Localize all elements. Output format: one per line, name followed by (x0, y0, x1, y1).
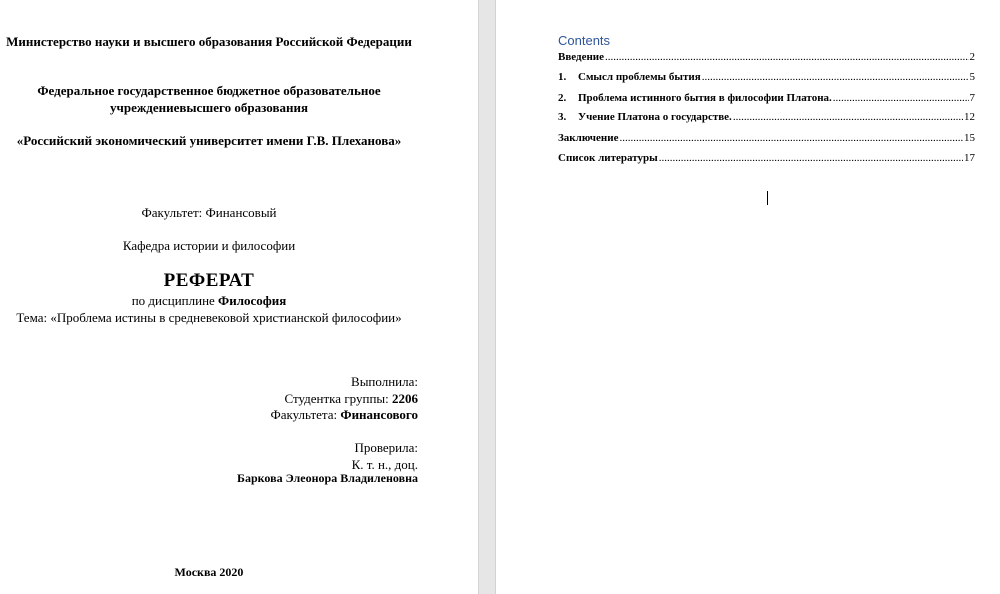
toc-entry[interactable] (558, 50, 975, 64)
toc-entry-page: 15 (964, 132, 975, 144)
contents-heading: Contents (558, 33, 611, 48)
toc-entry-text: Введение (558, 51, 605, 63)
department: Кафедра истории и философии (122, 238, 296, 253)
toc-entry-text: Проблема истинного бытия в философии Платона. (578, 92, 832, 104)
title-page (0, 0, 478, 594)
toc-entry-text: Список литературы (558, 152, 658, 164)
faculty-of-name: Финансового (340, 407, 418, 422)
university-name: «Российский экономический университет имени Г.В. Плеханова» (16, 133, 402, 148)
supervisor-name: Баркова Элеонора Владиленовна (237, 471, 418, 485)
performed-label: Выполнила: (351, 374, 418, 389)
toc-leader (733, 110, 963, 124)
contents-page (496, 0, 1000, 594)
discipline-line (0, 292, 418, 309)
topic: Тема: «Проблема истины в средневековой христианской философии» (16, 310, 402, 325)
faculty: Факультет: Финансовый (141, 205, 277, 220)
group-number: 2206 (392, 391, 418, 406)
discipline-name: Философия (218, 293, 287, 308)
toc-entry-page: 12 (964, 111, 975, 123)
toc-leader (702, 70, 969, 84)
toc-entry-number: 2. (558, 92, 567, 104)
toc-entry-page: 2 (969, 51, 975, 63)
document-type: РЕФЕРАТ (163, 270, 255, 291)
toc-entry-page: 5 (969, 71, 975, 83)
toc-entry[interactable] (558, 70, 975, 84)
toc-entry[interactable] (558, 110, 975, 124)
text-cursor (767, 191, 768, 205)
group-prefix: Студентка группы: (284, 391, 392, 406)
institution-name: Федеральное государственное бюджетное образовательное учреждениевысшего образования (37, 83, 381, 115)
toc-entry-page: 7 (969, 92, 975, 104)
toc-leader (833, 91, 969, 105)
toc-entry-text: Смысл проблемы бытия (578, 71, 701, 83)
toc-leader (619, 131, 963, 145)
toc-entry-number: 1. (558, 71, 567, 83)
toc-leader (605, 50, 968, 64)
supervisor-degree: К. т. н., доц. (351, 457, 418, 472)
group-line (0, 390, 418, 407)
toc-entry-text: Заключение (558, 132, 619, 144)
toc-entry-text: Учение Платона о государстве. (578, 111, 732, 123)
toc-entry-number: 3. (558, 111, 567, 123)
toc-entry[interactable] (558, 151, 975, 165)
toc-entry[interactable] (558, 131, 975, 145)
faculty-of-line (0, 406, 418, 423)
page-gap (478, 0, 496, 594)
toc-leader (659, 151, 963, 165)
checked-label: Проверила: (354, 440, 418, 455)
toc-entry-page: 17 (964, 152, 975, 164)
ministry-name: Министерство науки и высшего образования Российской Федерации (6, 34, 412, 49)
toc-entry[interactable] (558, 91, 975, 105)
city-year: Москва 2020 (174, 565, 244, 579)
faculty-of-prefix: Факультета: (270, 407, 341, 422)
discipline-prefix: по дисциплине (131, 293, 219, 308)
